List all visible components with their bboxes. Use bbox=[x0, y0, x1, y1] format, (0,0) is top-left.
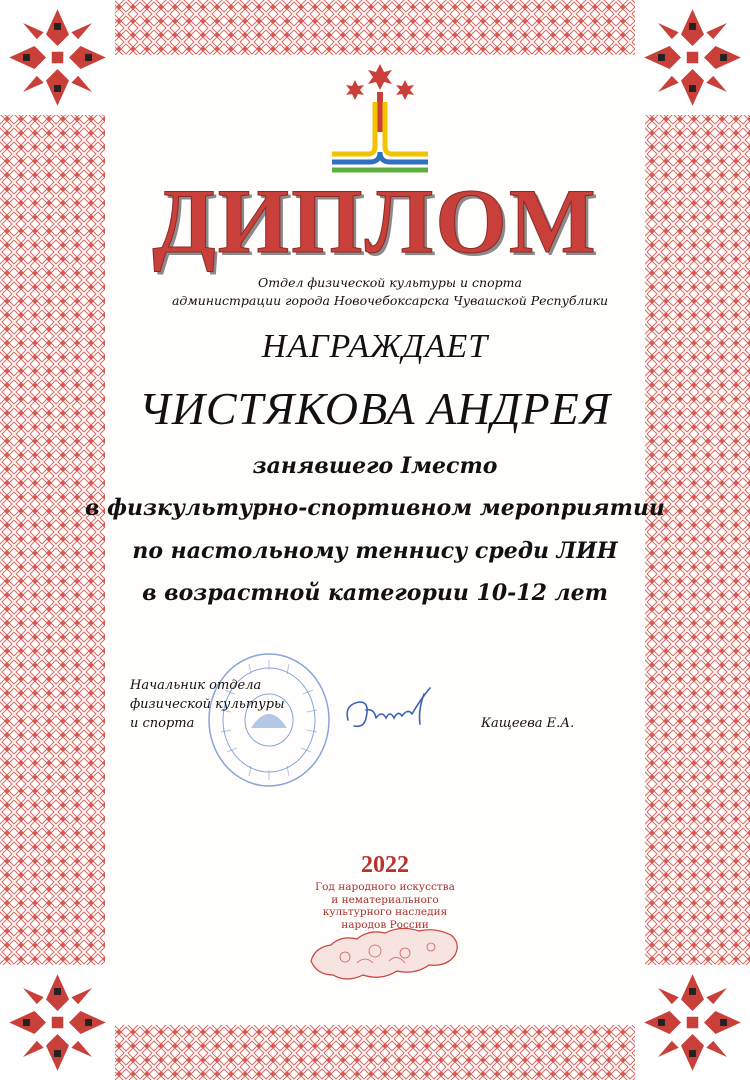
recipient-name: ЧИСТЯКОВА АНДРЕЯ bbox=[139, 383, 611, 434]
diploma-title: ДИПЛОМ bbox=[152, 170, 598, 272]
russia-map-icon bbox=[305, 915, 465, 990]
year-theme-line-2: и нематериального bbox=[331, 893, 439, 906]
handwritten-signature-icon bbox=[340, 680, 440, 740]
signer-position-line-3: и спорта bbox=[130, 716, 195, 731]
year-theme-line-1: Год народного искусства bbox=[315, 881, 455, 893]
description-line-4: в возрастной категории 10-12 лет bbox=[142, 580, 608, 606]
corner-ornament-icon bbox=[635, 0, 750, 115]
corner-ornament-icon bbox=[0, 965, 115, 1080]
description-line-2: в физкультурно-спортивном мероприятии bbox=[85, 495, 665, 521]
signer-position-line-1: Начальник отдела bbox=[130, 678, 262, 693]
description-line-1: занявшего Iместо bbox=[252, 453, 498, 479]
awards-heading: НАГРАЖДАЕТ bbox=[261, 328, 489, 365]
issuer-line-2: администрации города Новочебоксарска Чувашской Республики bbox=[171, 293, 609, 308]
issuer-line-1: Отдел физической культуры и спорта bbox=[258, 275, 522, 290]
signer-position bbox=[130, 676, 300, 733]
corner-ornament-icon bbox=[0, 0, 115, 115]
year-number: 2022 bbox=[361, 852, 409, 878]
year-theme-line-4: народов России bbox=[341, 918, 429, 931]
corner-ornament-icon bbox=[635, 965, 750, 1080]
chuvash-emblem-icon bbox=[330, 62, 430, 177]
issuer-text bbox=[150, 274, 630, 310]
signer-name: Кащеева Е.А. bbox=[481, 716, 575, 731]
signer-position-line-2: физической культуры bbox=[130, 697, 285, 712]
year-theme-line-3: культурного наследия bbox=[322, 906, 448, 918]
description-line-3: по настольному теннису среди ЛИН bbox=[132, 538, 618, 564]
